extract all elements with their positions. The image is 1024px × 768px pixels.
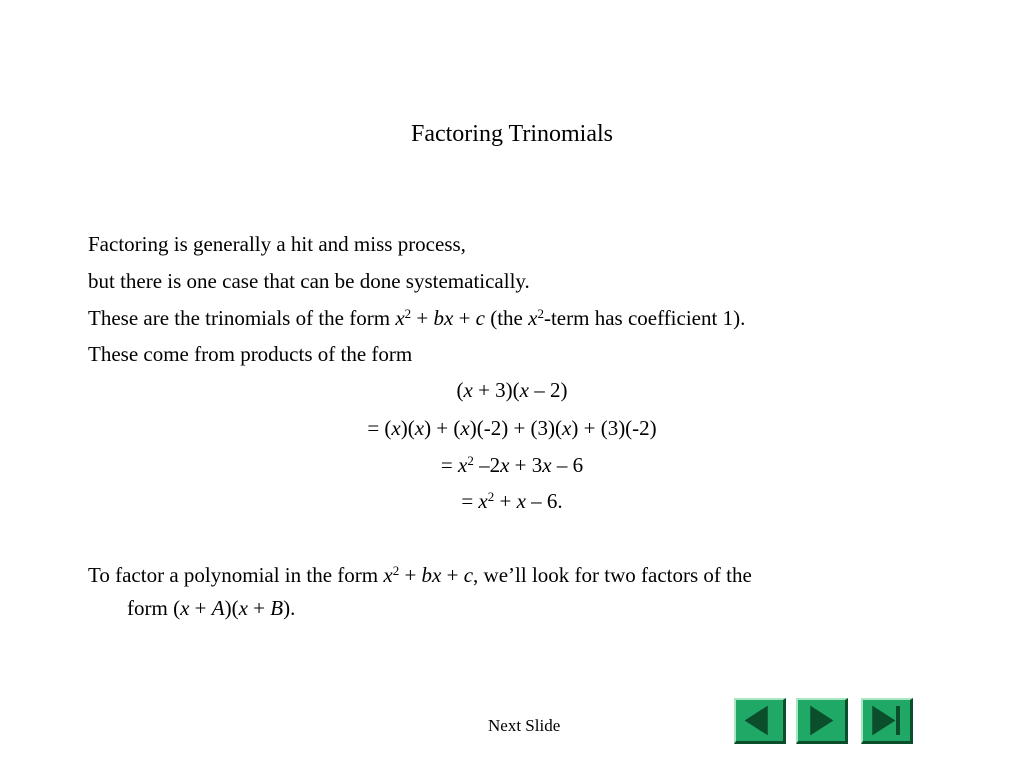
body-line-3: These are the trinomials of the form $x^2$ + bx + c (the $x^2$-term has coefficient 1). [88, 306, 746, 330]
body-line-4: These come from products of the form [88, 342, 413, 366]
body-line-6: form (x + A)(x + B). [127, 596, 296, 620]
prev-triangle-icon [736, 700, 783, 741]
next-slide-button[interactable] [796, 698, 848, 744]
equation-line-2: = (x)(x) + (x)(-2) + (3)(x) + (3)(-2) [367, 416, 657, 440]
next-slide-link[interactable]: Next Slide [488, 716, 561, 735]
equation-line-4: = $x^2 + x - 6$. [461, 489, 563, 513]
previous-slide-button[interactable] [734, 698, 786, 744]
next-triangle-icon [798, 700, 845, 741]
body-line-1: Factoring is generally a hit and miss process, [88, 232, 466, 256]
slide-title: Factoring Trinomials [410, 121, 614, 147]
body-line-5: To factor a polynomial in the form $x^2$ + bx + c, we’ll look for two factors of the [88, 563, 752, 587]
body-line-2: but there is one case that can be done systematically. [88, 269, 530, 293]
last-slide-icon [863, 700, 910, 741]
equation-line-3: = $x^2$ –2x + 3x – 6 [440, 453, 584, 477]
last-slide-button[interactable] [861, 698, 913, 744]
equation-line-1: (x + 3)(x – 2) [456, 378, 568, 402]
